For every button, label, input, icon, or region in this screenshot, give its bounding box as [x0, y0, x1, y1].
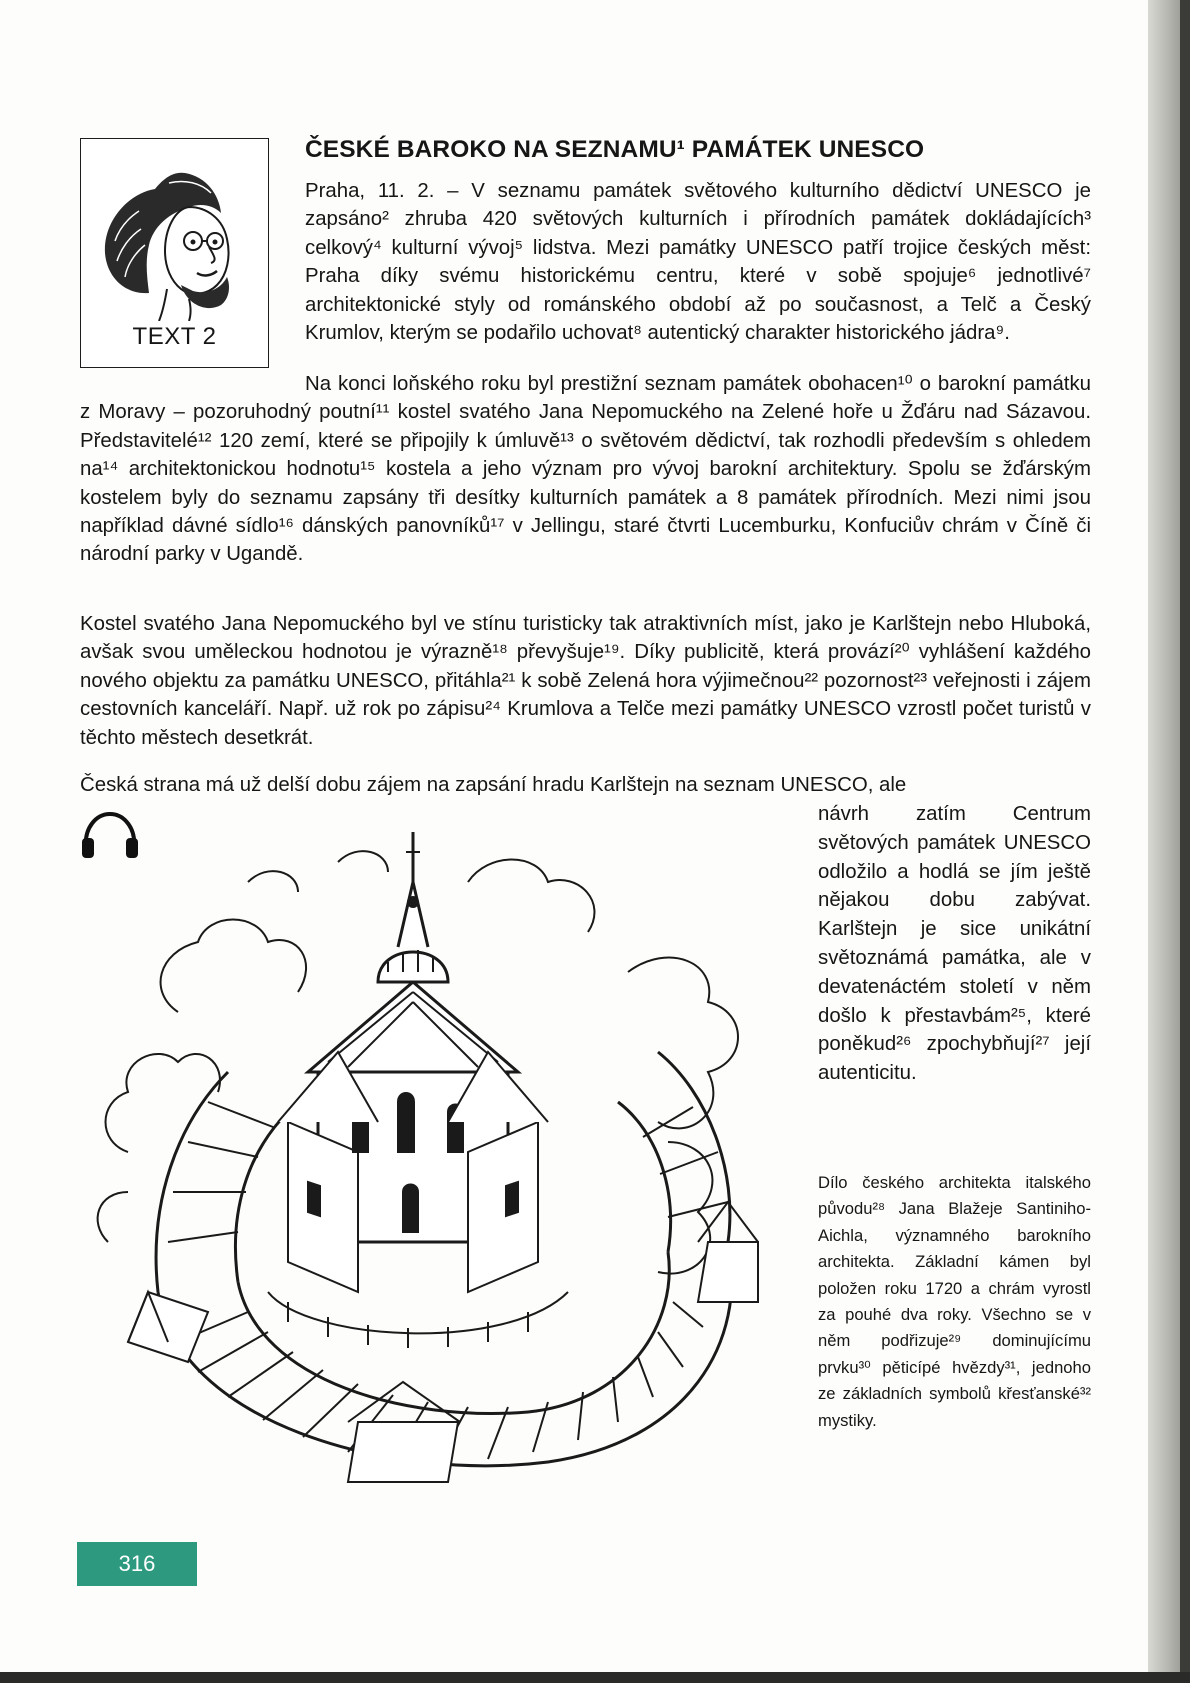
- paragraph-intro: Praha, 11. 2. – V seznamu památek světového kulturního dědictví UNESCO je zapsáno² zhruba 420 světových kulturních i přírodních památek dokládajících³ celkový⁴ kulturní vývoj⁵ lidstva. Mezi památky UNESCO patří trojice českých měst: Praha díky svému historickému centru, které v sobě spojuje⁶ jednotlivé⁷ architektonické styly od románského období až po současnost, a Telč a Český Krumlov, kterým se podařilo uchovat⁸ autentický charakter historického jádra⁹.: [305, 180, 1091, 345]
- text-label: TEXT 2: [132, 323, 217, 350]
- page-spine-shadow: [1180, 0, 1190, 1683]
- illustration-caption: Dílo českého architekta italského původu²⁸ Jana Blažeje Santiniho-Aichla, významného barokního architekta. Základní kámen byl položen roku 1720 a chrám vyrostl za pouhé dva roky. Všechno se v něm podřizuje²⁹ dominujícímu prvku³⁰ pěticípé hvězdy³¹, jednoho ze základních symbolů křesťanské³² mystiky.: [818, 1173, 1091, 1430]
- bottom-edge-shadow: [0, 1672, 1190, 1683]
- paragraph-karlstejn-start: Česká strana má už delší dobu zájem na zapsání hradu Karlštejn na seznam UNESCO, ale: [80, 774, 907, 796]
- paragraph-karlstejn-end: návrh zatím Centrum světových památek UNESCO odložilo a hodlá se jím ještě nějakou dobu zabývat. Karlštejn je sice unikátní světoznámá památka, ale v devatenáctém století v něm došlo k přestavbám²⁵, které poněkud²⁶ zpochybňují²⁷ její autenticitu.: [818, 803, 1091, 1085]
- paragraph-publicity: Kostel svatého Jana Nepomuckého byl ve stínu turisticky tak atraktivních míst, jako je Karlštejn nebo Hluboká, avšak svou uměleckou hodnotou je výrazně¹⁸ převyšuje¹⁹. Díky publicitě, která provází²⁰ vyhlášení každého nového objektu za památku UNESCO, přitáhla²¹ k sobě Zelená hora výjimečnou²² pozornost²³ veřejnosti i zájem cestovních kanceláří. Např. už rok po zápisu²⁴ Krumlova a Telče mezi památky UNESCO vzrostl počet turistů v těchto městech desetkrát.: [80, 613, 1091, 749]
- paragraph-zelena-hora: Na konci loňského roku byl prestižní seznam památek obohacen¹⁰ o barokní památku z Moravy – pozoruhodný poutní¹¹ kostel svatého Jana Nepomuckého na Zelené hoře u Žďáru nad Sázavou. Představitelé¹² 120 zemí, které se připojily k úmluvě¹³ o světovém dědictví, tak rozhodli především s ohledem na¹⁴ architektonickou hodnotu¹⁵ kostela a jeho význam pro vývoj barokní architektury. Spolu se žďárským kostelem byly do seznamu zapsány tři desítky kulturních památek a 8 památek přírodních. Mezi nimi jsou například dávné sídlo¹⁶ dánských panovníků¹⁷ v Jellingu, staré čtvrti Lucemburku, Konfuciův chrám v Číně či národní parky v Ugandě.: [80, 373, 1091, 566]
- author-portrait-icon: [89, 149, 259, 321]
- article-title: ČESKÉ BAROKO NA SEZNAMU¹ PAMÁTEK UNESCO: [305, 136, 925, 163]
- page-number: 316: [77, 1542, 197, 1586]
- text-label-box: [80, 138, 269, 368]
- church-illustration: [88, 822, 788, 1492]
